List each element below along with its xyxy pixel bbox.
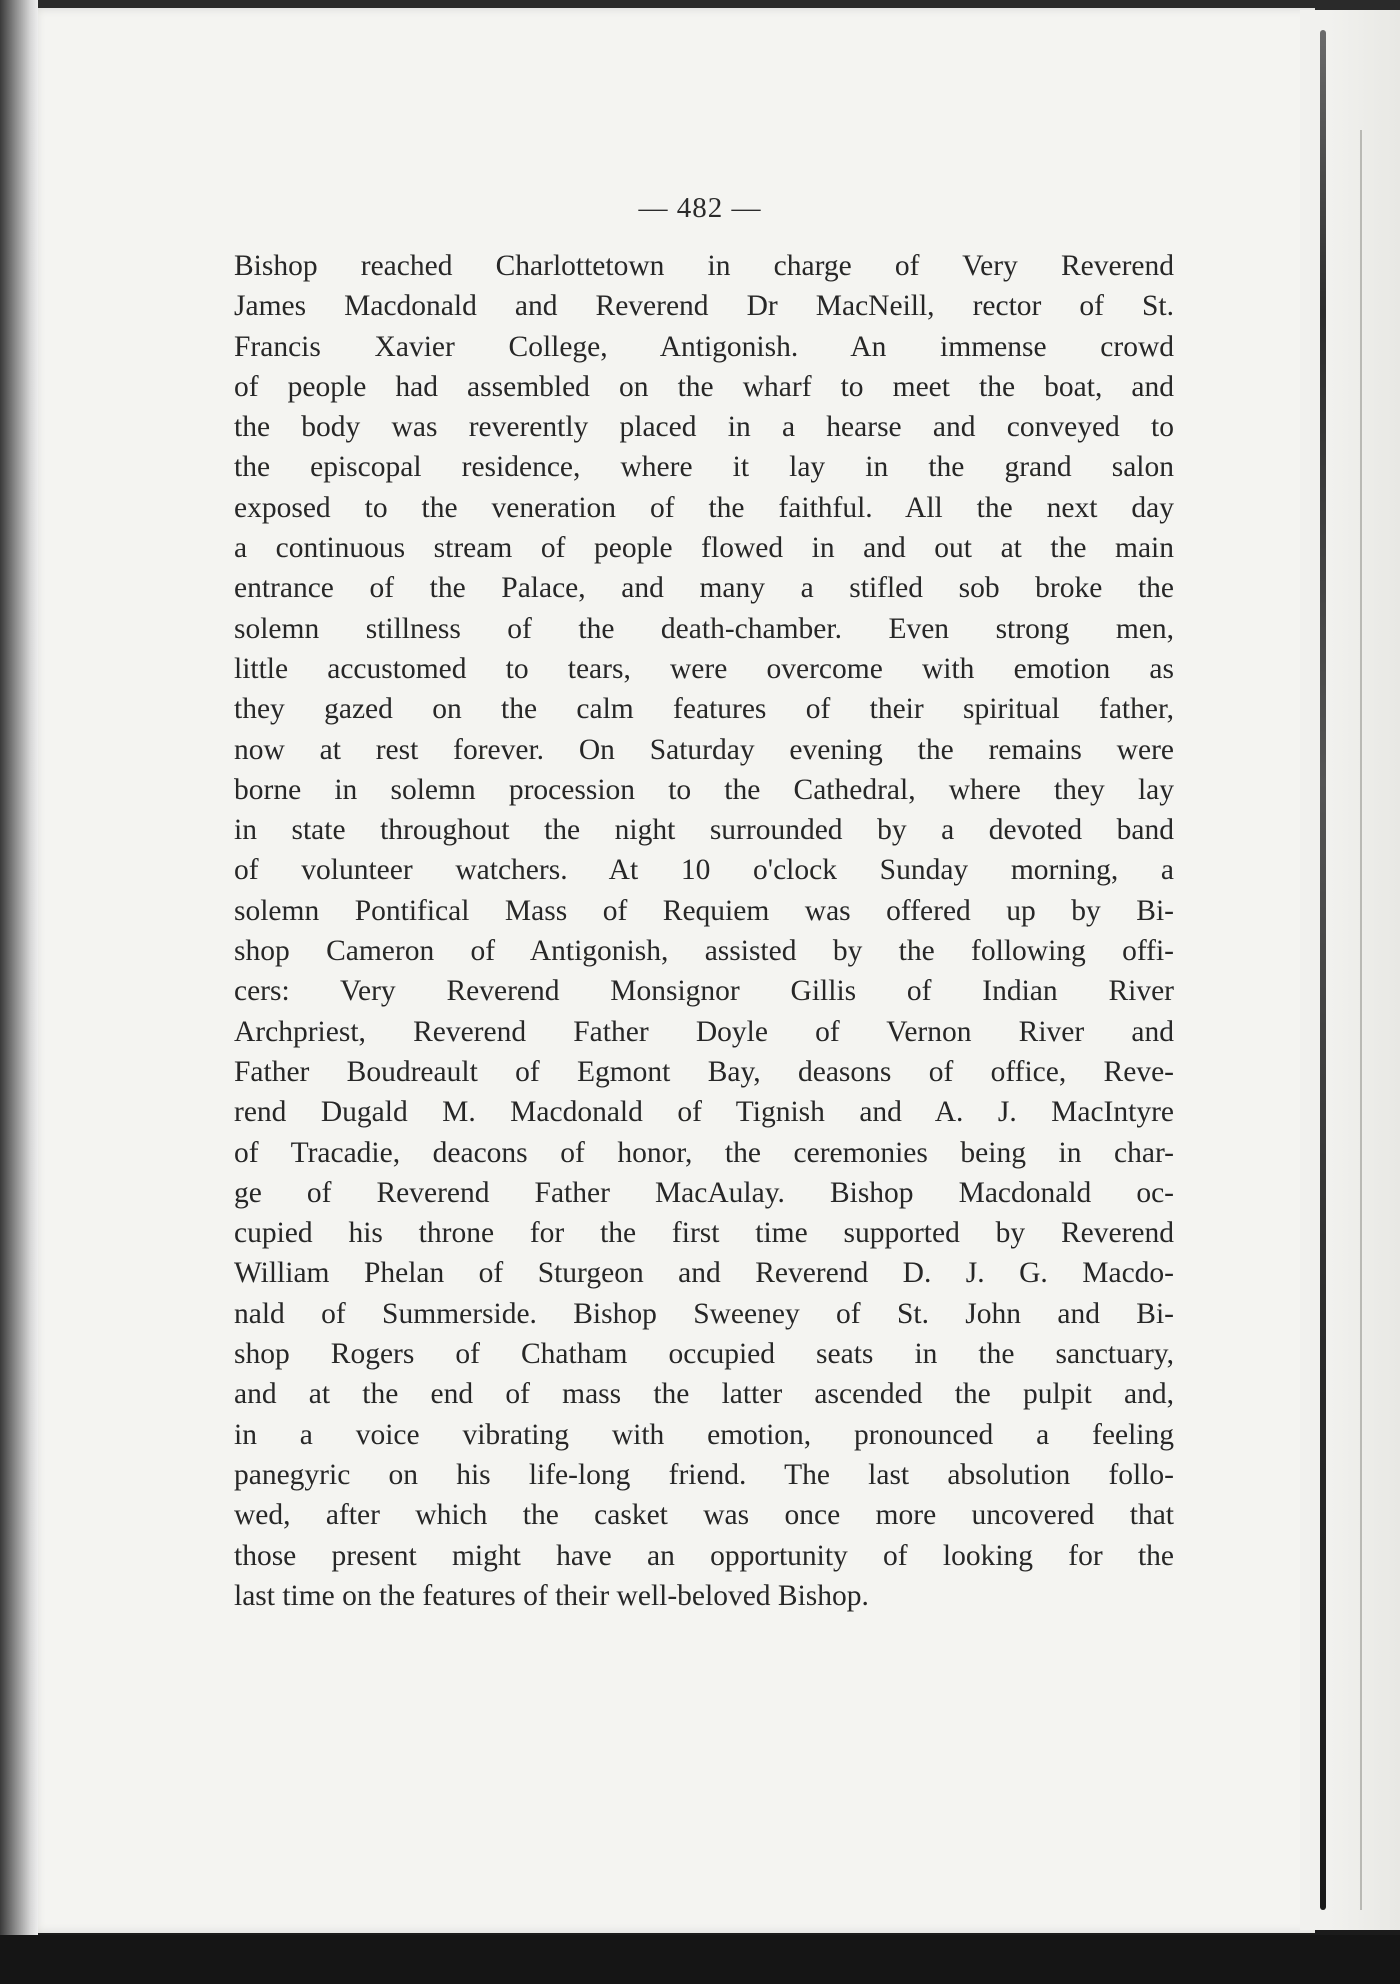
text-line: last time on the features of their well-beloved Bishop.	[234, 1579, 869, 1612]
page-fold-shadow	[1320, 30, 1326, 1910]
text-line: now at rest forever. On Saturday evening the remains were	[234, 733, 1174, 766]
text-line: shop Cameron of Antigonish, assisted by the following offi-	[234, 935, 1174, 968]
text-line: rend Dugald M. Macdonald of Tignish and A. J. MacIntyre	[234, 1096, 1174, 1129]
text-line: nald of Summerside. Bishop Sweeney of St. John and Bi-	[234, 1297, 1174, 1330]
text-line: solemn Pontifical Mass of Requiem was offered up by Bi-	[234, 894, 1174, 927]
text-line: the episcopal residence, where it lay in the grand salon	[234, 451, 1174, 484]
text-line: those present might have an opportunity of looking for the	[234, 1539, 1174, 1572]
text-line: shop Rogers of Chatham occupied seats in the sanctuary,	[234, 1338, 1174, 1371]
text-line: in a voice vibrating with emotion, pronounced a feeling	[234, 1418, 1174, 1451]
text-line: of volunteer watchers. At 10 o'clock Sunday morning, a	[234, 854, 1174, 887]
next-page-edge	[1300, 10, 1400, 1930]
book-binding-edge	[0, 0, 38, 1940]
text-line: cupied his throne for the first time supported by Reverend	[234, 1217, 1174, 1250]
text-line: of people had assembled on the wharf to meet the boat, and	[234, 370, 1174, 403]
text-line: Father Boudreault of Egmont Bay, deasons of office, Reve-	[234, 1055, 1174, 1088]
text-line: of Tracadie, deacons of honor, the ceremonies being in char-	[234, 1136, 1174, 1169]
scan-bottom-border	[0, 1935, 1400, 1984]
text-line: the body was reverently placed in a hearse and conveyed to	[234, 411, 1174, 444]
text-line: James Macdonald and Reverend Dr MacNeill, rector of St.	[234, 290, 1174, 323]
text-line: William Phelan of Sturgeon and Reverend D. J. G. Macdo-	[234, 1257, 1174, 1290]
page-fold-line	[1360, 130, 1362, 1910]
text-line: little accustomed to tears, were overcome with emotion as	[234, 652, 1174, 685]
body-text	[234, 246, 1174, 1616]
text-line: entrance of the Palace, and many a stifled sob broke the	[234, 572, 1174, 605]
text-line: panegyric on his life-long friend. The last absolution follo-	[234, 1458, 1174, 1491]
text-line: borne in solemn procession to the Cathedral, where they lay	[234, 773, 1174, 806]
text-line: and at the end of mass the latter ascended the pulpit and,	[234, 1378, 1174, 1411]
text-line: Archpriest, Reverend Father Doyle of Vernon River and	[234, 1015, 1174, 1048]
text-line: in state throughout the night surrounded by a devoted band	[234, 814, 1174, 847]
text-line: wed, after which the casket was once more uncovered that	[234, 1499, 1174, 1532]
text-line: solemn stillness of the death-chamber. Even strong men,	[234, 612, 1174, 645]
text-line: a continuous stream of people flowed in and out at the main	[234, 532, 1174, 565]
text-line: Bishop reached Charlottetown in charge of Very Reverend	[234, 250, 1174, 282]
text-line: they gazed on the calm features of their spiritual father,	[234, 693, 1174, 726]
text-line: Francis Xavier College, Antigonish. An immense crowd	[234, 330, 1174, 363]
text-line: exposed to the veneration of the faithful. All the next day	[234, 491, 1174, 524]
page-number: — 482 —	[638, 192, 762, 224]
text-line: cers: Very Reverend Monsignor Gillis of Indian River	[234, 975, 1174, 1008]
text-line: ge of Reverend Father MacAulay. Bishop Macdonald oc-	[234, 1176, 1174, 1209]
